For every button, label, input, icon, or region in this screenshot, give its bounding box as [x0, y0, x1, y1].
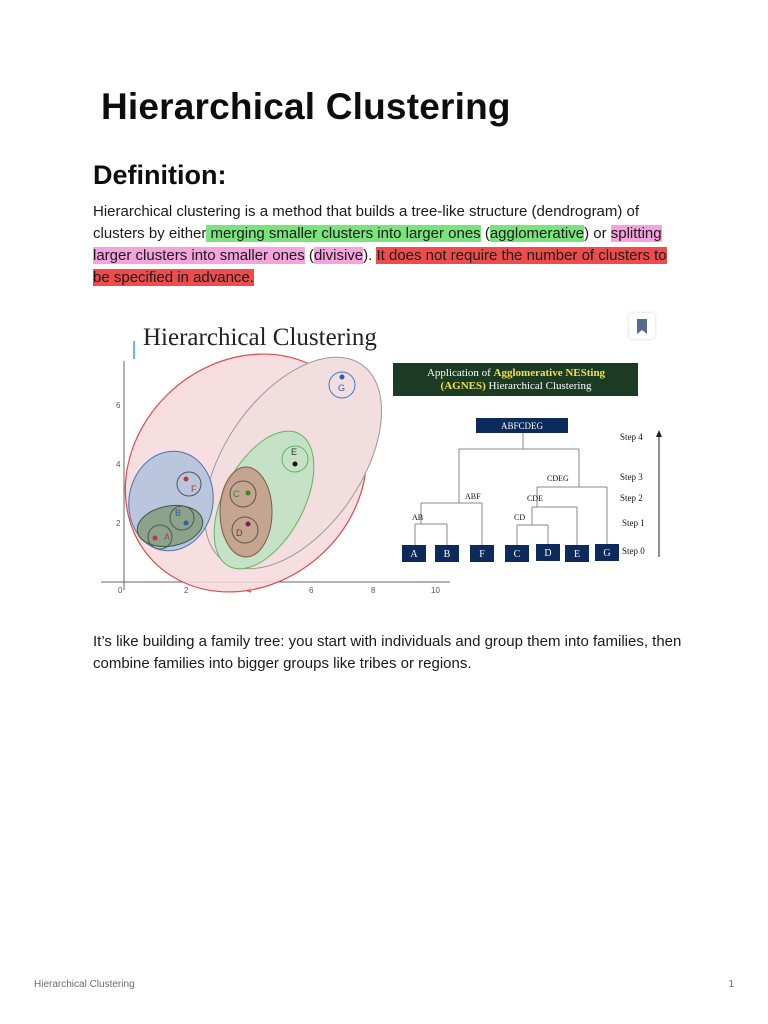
leaf-d-label: D	[544, 548, 552, 559]
point-e-dot	[293, 462, 298, 467]
point-c-label: C	[233, 489, 240, 499]
point-d-dot	[246, 522, 251, 527]
bookmark-button[interactable]	[629, 313, 655, 339]
x-tick-0: 0	[118, 586, 123, 595]
step-2-label: Step 2	[620, 493, 643, 503]
step-3-label: Step 3	[620, 472, 643, 482]
definition-paragraph	[93, 201, 683, 289]
y-tick-2: 2	[116, 519, 121, 528]
leaf-g-label: G	[603, 548, 611, 559]
point-c-dot	[246, 491, 251, 496]
y-tick-4: 4	[116, 460, 121, 469]
analogy-paragraph: It’s like building a family tree: you start with individuals and group them into families, then combine families into bigger groups like tribes or regions.	[93, 633, 682, 672]
step-4-label: Step 4	[620, 432, 643, 442]
leaf-b-label: B	[443, 549, 451, 560]
dendrogram-label-abf: ABF	[465, 492, 481, 501]
point-a-dot	[153, 536, 158, 541]
clustering-illustration	[93, 313, 669, 599]
point-a-label: A	[164, 532, 171, 542]
point-f-label: F	[191, 484, 197, 494]
highlight-no-cluster-count: It does not require the number of clusters to be specified in advance.	[93, 247, 667, 286]
bookmark-icon	[636, 319, 648, 334]
footer-title: Hierarchical Clustering	[34, 979, 135, 990]
point-g-dot	[340, 375, 345, 380]
leaf-c-label: C	[513, 549, 521, 560]
agnes-banner-highlight: Agglomerative NESting	[493, 367, 606, 379]
x-tick-6: 6	[309, 586, 314, 595]
page-title: Hierarchical Clustering	[101, 86, 511, 127]
step-1-label: Step 1	[622, 518, 645, 528]
definition-text-2: (	[480, 225, 490, 242]
dendrogram-root-label: ABFCDEG	[500, 421, 544, 431]
figure-title: Hierarchical Clustering	[143, 324, 377, 351]
dendrogram-label-cd: CD	[514, 513, 526, 522]
point-g-label: G	[338, 383, 346, 393]
dendrogram-label-cdeg: CDEG	[547, 474, 569, 483]
agnes-banner-prefix: Application of	[426, 367, 494, 379]
highlight-merging: merging smaller clusters into larger ones	[206, 225, 481, 242]
agnes-banner-line1	[427, 367, 606, 379]
agnes-banner-acronym: (AGNES)	[440, 380, 486, 392]
x-tick-2: 2	[184, 586, 189, 595]
dendrogram-label-cde: CDE	[527, 494, 543, 503]
y-tick-6: 6	[116, 401, 121, 410]
definition-heading: Definition:	[93, 160, 227, 190]
step-0-label: Step 0	[622, 546, 645, 556]
point-b-label: B	[175, 508, 182, 518]
definition-text-5: ).	[363, 247, 377, 264]
definition-text-3: ) or	[584, 225, 611, 242]
highlight-splitting: splitting larger clusters into smaller ones	[93, 225, 662, 264]
point-e-label: E	[291, 447, 298, 457]
highlight-agglomerative: agglomerative	[489, 225, 585, 242]
point-d-label: D	[236, 528, 243, 538]
page-number: 1	[728, 979, 734, 990]
definition-text-4: (	[304, 247, 314, 264]
dendrogram-label-ab: AB	[412, 513, 424, 522]
leaf-e-label: E	[573, 549, 581, 560]
point-f-dot	[184, 477, 189, 482]
x-tick-8: 8	[371, 586, 376, 595]
agnes-banner-line2	[441, 380, 592, 392]
point-b-dot	[184, 521, 189, 526]
leaf-a-label: A	[410, 549, 418, 560]
agnes-banner-rest: Hierarchical Clustering	[485, 380, 592, 392]
definition-text-1: Hierarchical clustering is a method that builds a tree-like structure (dendrogram) of clusters by either	[93, 203, 640, 242]
x-tick-10: 10	[431, 586, 440, 595]
clustering-figure	[93, 313, 669, 599]
leaf-f-label: F	[479, 549, 485, 560]
cluster-cd-ellipse	[220, 467, 272, 557]
highlight-divisive: divisive	[313, 247, 364, 264]
